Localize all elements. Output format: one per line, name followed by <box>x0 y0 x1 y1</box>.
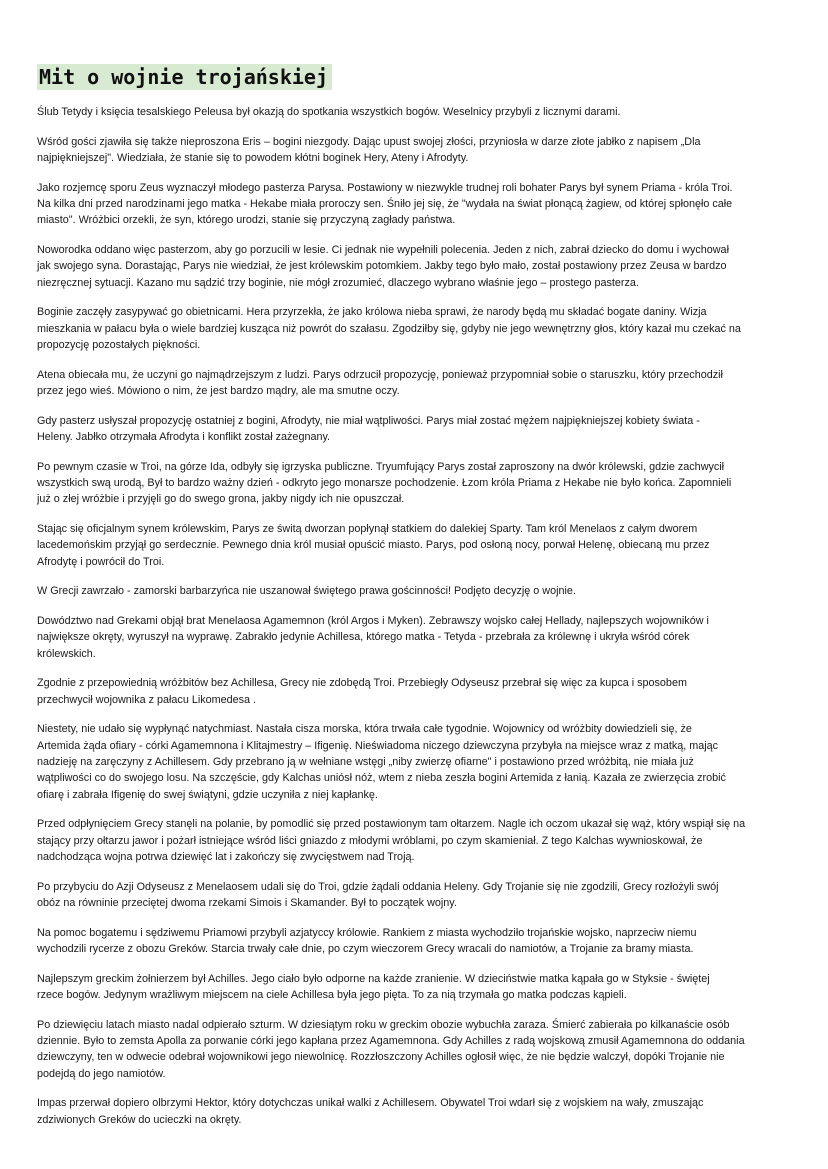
paragraph <box>37 879 797 912</box>
paragraph-line: zdziwionych Greków do ucieczki na okręty. <box>37 1113 242 1126</box>
paragraph-line: stający przy ołtarzu jawor i pożarł istniejące wśród liści gniazdo z młodymi wróblami, po czym skamieniał. Z tego Kalchas wywnioskował, że <box>37 834 703 847</box>
paragraph-line: ofiarę i zabrała Ifigenię do swej świątyni, gdzie uczyniła z niej kapłankę. <box>37 788 378 801</box>
paragraph <box>37 1017 797 1083</box>
paragraph-line: wychodzili rycerze z obozu Greków. Starcia trwały całe dnie, po czym wieczorem Grecy wracali do namiotów, a Trojanie za bramy miasta. <box>37 943 694 956</box>
paragraph-line: Gdy pasterz usłyszał propozycję ostatniej z bogini, Afrodyty, nie miał wątpliwości. Parys miał zostać mężem najpiękniejszej kobiety świata - <box>37 414 700 427</box>
paragraph-line: Jako rozjemcę sporu Zeus wyznaczył młodego pasterza Parysa. Postawiony w niezwykle trudnej roli bohater Parys był synem Priama - króla Troi. <box>37 181 733 194</box>
paragraph-line: Stając się oficjalnym synem królewskim, Parys ze świtą dworzan popłynął statkiem do dalekiej Sparty. Tam król Menelaos z całym dworem <box>37 522 698 535</box>
paragraph-line: dziewczyny, ten w odwecie odebrał wojownikowi jego niewolnicę. Rozzłoszczony Achilles ogłosił więc, że nie będzie walczył, dopóki Trojanie nie <box>37 1051 725 1064</box>
paragraph-line: Heleny. Jabłko otrzymała Afrodyta i konflikt został zażegnany. <box>37 430 331 443</box>
paragraph <box>37 521 797 570</box>
paragraph <box>37 925 797 958</box>
paragraph <box>37 583 797 599</box>
paragraph <box>37 134 797 167</box>
paragraph <box>37 413 797 446</box>
paragraph-line: najpiękniejszej". Wiedziała, że stanie się to powodem kłótni boginek Hery, Ateny i Afrodyty. <box>37 151 469 164</box>
paragraph-line: królewskich. <box>37 647 96 660</box>
paragraph-line: propozycję pozostałych piękności. <box>37 339 201 352</box>
paragraph-line: przez jego wieś. Mówiono o nim, że jest bardzo mądry, ale ma smutne oczy. <box>37 385 400 398</box>
paragraph-line: Na kilka dni przed narodzinami jego matka - Hekabe miała proroczy sen. Śniło jej się, że "wydała na świat płonącą żagiew, od której spłonęło całe <box>37 197 733 210</box>
paragraph-line: jak swojego syna. Dorastając, Parys nie wiedział, że jest królewskim potomkiem. Jakby tego było mało, został postawiony przez Zeusa w bardzo <box>37 260 727 273</box>
paragraph-line: Wśród gości zjawiła się także nieproszona Eris – bogini niezgody. Dając upust swojej złości, przyniosła w darze złote jabłko z napisem „Dla <box>37 135 701 148</box>
paragraph-line: rzece bogów. Jedynym wrażliwym miejscem na ciele Achillesa była jego pięta. To za nią trzymała go matka podczas kąpieli. <box>37 989 627 1002</box>
paragraph-line: Zgodnie z przepowiednią wróżbitów bez Achillesa, Grecy nie zdobędą Troi. Przebiegły Odyseusz przebrał się więc za kupca i sposobem <box>37 677 687 690</box>
paragraph-line: Najlepszym greckim żołnierzem był Achilles. Jego ciało było odporne na każde zranienie. W dzieciństwie matka kąpała go w Styksie - świętej <box>37 972 710 985</box>
paragraph-line: wątpliwości co do swojego losu. Na szczęście, gdy Kalchas uniósł nóż, wtem z nieba zeszła bogini Artemida z łanią. Kazała ze zwierzęcia zrobić <box>37 772 726 785</box>
paragraph-line: Na pomoc bogatemu i sędziwemu Priamowi przybyli azjatyccy królowie. Rankiem z miasta wychodziło trojańskie wojsko, naprzeciw niemu <box>37 926 697 939</box>
paragraph-line: Noworodka oddano więc pasterzom, aby go porzucili w lesie. Ci jednak nie wypełnili polecenia. Jeden z nich, zabrał dziecko do domu i wychował <box>37 243 729 256</box>
paragraph <box>37 459 797 508</box>
paragraph-line: Przed odpłynięciem Grecy stanęli na polanie, by pomodlić się przed postawionym tam ołtarzem. Nagle ich oczom ukazał się wąż, który wspiął się na <box>37 818 746 831</box>
document-page <box>37 64 797 1141</box>
document-title: Mit o wojnie trojańskiej <box>37 64 332 90</box>
paragraph <box>37 675 797 708</box>
paragraph <box>37 816 797 865</box>
paragraph-line: Niestety, nie udało się wypłynąć natychmiast. Nastała cisza morska, która trwała całe tygodnie. Wojownicy od wróżbity dowiedzieli się, że <box>37 723 692 736</box>
paragraph-line: Artemida żąda ofiary - córki Agamemnona i Klitajmestry – Ifigenię. Nieświadoma niczego dziewczyna przybyła na miejsce wraz z matką, mając <box>37 739 719 752</box>
paragraph-line: W Grecji zawrzało - zamorski barbarzyńca nie uszanował świętego prawa gościnności! Podjęto decyzję o wojnie. <box>37 585 576 598</box>
paragraph <box>37 242 797 291</box>
paragraph <box>37 971 797 1004</box>
paragraph-line: Afrodytę i powrócił do Troi. <box>37 555 165 568</box>
paragraph-line: podejdą do jego namiotów. <box>37 1067 166 1080</box>
paragraph-line: Boginie zaczęły zasypywać go obietnicami. Hera przyrzekła, że jako królowa nieba sprawi, że narody będą mu składać bogate daniny. Wizja <box>37 306 707 319</box>
paragraph-line: mieszkania w pałacu była o wiele bardziej kusząca niż powrót do szałasu. Zgodziłby się, gdyby nie jego wewnętrzny głos, który kazał mu czekać na <box>37 322 741 335</box>
paragraph <box>37 1095 797 1128</box>
paragraph-line: Impas przerwał dopiero olbrzymi Hektor, który dotychczas unikał walki z Achillesem. Obywatel Troi wdarł się z wojskiem na wały, zmuszając <box>37 1097 704 1110</box>
paragraph-line: lacedemońskim przyjął go serdecznie. Pewnego dnia król musiał opuścić miasto. Parys, pod osłoną nocy, porwał Helenę, obiecaną mu przez <box>37 539 710 552</box>
paragraph-line: największe okręty, wyruszył na wyprawę. Zabrakło jedynie Achillesa, którego matka - Tetyda - przebrała za królewnę i ukryła wśród córek <box>37 631 690 644</box>
paragraph-line: obóz na równinie przeciętej dwoma rzekami Simois i Skamander. Był to początek wojny. <box>37 897 457 910</box>
paragraph-line: Dowództwo nad Grekami objął brat Menelaosa Agamemnon (król Argos i Myken). Zebrawszy wojsko całej Hellady, najlepszych wojowników i <box>37 614 709 627</box>
paragraph-line: Po przybyciu do Azji Odyseusz z Menelaosem udali się do Troi, gdzie żądali oddania Heleny. Gdy Trojanie się nie zgodzili, Grecy rozłożyli swój <box>37 880 719 893</box>
paragraph <box>37 367 797 400</box>
paragraph-line: Atena obiecała mu, że uczyni go najmądrzejszym z ludzi. Parys odrzucił propozycję, ponieważ przypomniał sobie o staruszku, który przechodził <box>37 368 723 381</box>
paragraph-line: nadzieję na zaręczyny z Achillesem. Gdy przebrano ją w wełniane wstęgi „niby zwierzę ofiarne" i postawiono przed wróżbitą, nie miała już <box>37 755 694 768</box>
paragraph-line: niezręcznej sytuacji. Kazano mu sądzić trzy boginie, nie mógł zrozumieć, dlaczego wybrano właśnie jego – prostego pasterza. <box>37 276 639 289</box>
paragraph <box>37 721 797 803</box>
paragraph-line: wszystkich swą urodą, Był to bardzo ważny dzień - odkryto jego monarsze pochodzenie. Łzom króla Priama z Hekabe nie było końca. Zapomnieli <box>37 476 732 489</box>
paragraph-line: już o złej wróżbie i przyjęli go do swego grona, jakby nigdy ich nie opuszczał. <box>37 493 405 506</box>
paragraph <box>37 304 797 353</box>
paragraph-line: nadchodząca wojna potrwa dziewięć lat i zakończy się zwycięstwem nad Troją. <box>37 851 415 864</box>
paragraph-line: miasto". Wróżbici orzekli, że syn, którego urodzi, stanie się przyczyną zagłady państwa. <box>37 214 456 227</box>
paragraph-line: Po dziewięciu latach miasto nadal odpierało szturm. W dziesiątym roku w greckim obozie wybuchła zaraza. Śmierć zabierała po kilkanaście osób <box>37 1018 730 1031</box>
paragraph <box>37 104 797 120</box>
document-body <box>37 104 797 1128</box>
paragraph-line: dziennie. Było to zemsta Apolla za porwanie córki jego kapłana przez Agamemnona. Gdy Achilles z radą wojskową zmusił Agamemnona do oddania <box>37 1034 745 1047</box>
paragraph-line: przechwycił wojownika z pałacu Likomedesa . <box>37 693 257 706</box>
paragraph-line: Ślub Tetydy i księcia tesalskiego Peleusa był okazją do spotkania wszystkich bogów. Weselnicy przybyli z licznymi darami. <box>37 106 621 118</box>
paragraph <box>37 180 797 229</box>
paragraph-line: Po pewnym czasie w Troi, na górze Ida, odbyły się igrzyska publiczne. Tryumfujący Parys został zaproszony na dwór królewski, gdzie zachwycił <box>37 460 725 473</box>
paragraph <box>37 613 797 662</box>
